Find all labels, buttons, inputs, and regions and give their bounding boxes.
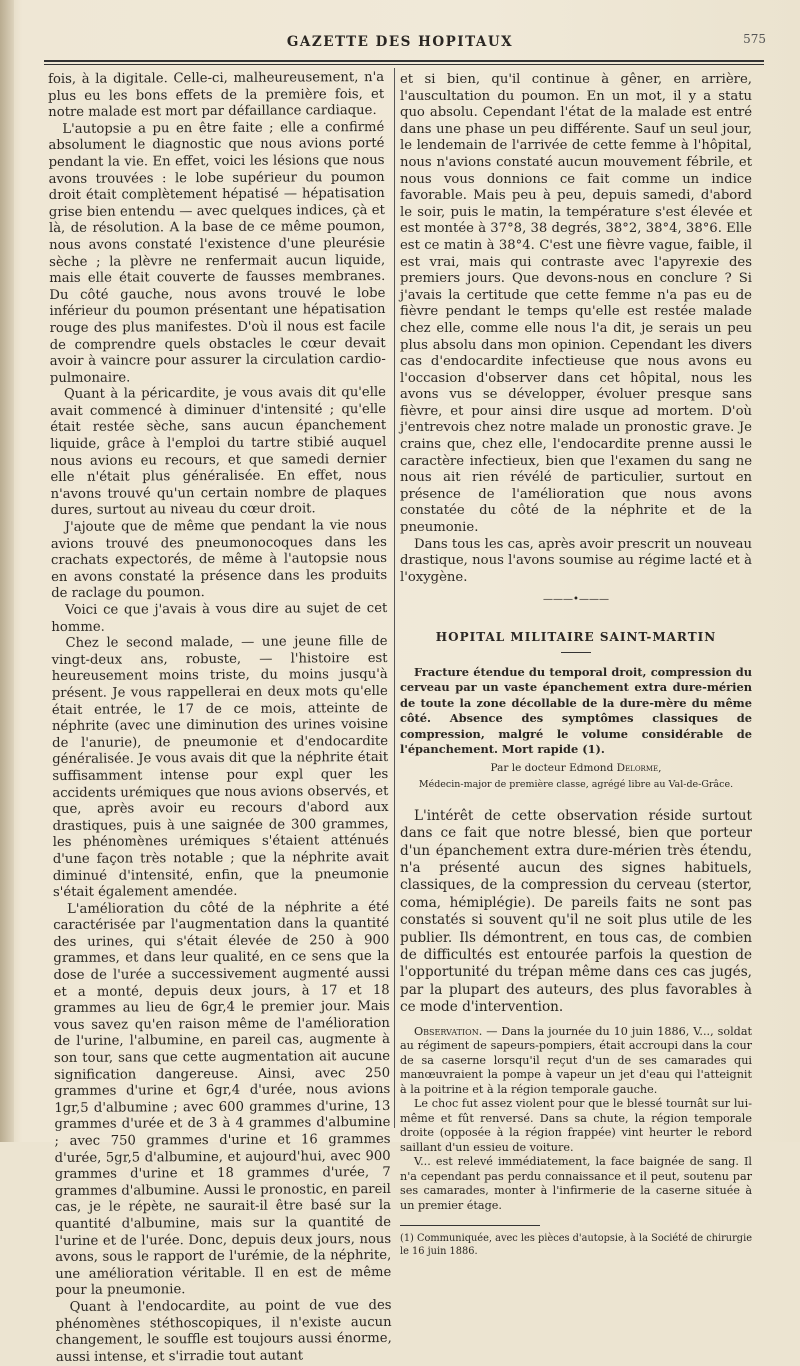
observation-text: — Dans la journée du 10 juin 1886, V..., soldat au régiment de sapeurs-pompiers, était accroupi dans la cour de sa caserne lorsqu'il reçut d'un de ses camarades qui manœuvraient la pompe à vapeur un jet d'eau qui l'atteignit à la poitrine et à la région temporale gauche.: [400, 1024, 752, 1096]
paragraph: Quant à la péricardite, je vous avais dit qu'elle avait commencé à diminuer d'intensité ; qu'elle était restée sèche, sans aucun épanchement liquide, grâce à l'emploi du tartre stibié auquel nous avions eu recours, et que samedi dernier elle n'était plus généralisée. En effet, nous n'avons trouvé qu'un certain nombre de plaques dures, surtout au niveau du cœur droit.: [50, 385, 387, 519]
paragraph: L'amélioration du côté de la néphrite a été caractérisée par l'augmentation dans la quantité des urines, qui s'était élevée de 250 à 900 grammes, et dans leur qualité, en ce sens que la dose de l'urée a successivement augmenté aussi et a monté, depuis deux jours, à 17 et 18 grammes au lieu de 6gr,4 le premier jour. Mais vous savez qu'en raison même de l'amélioration de l'urine, l'albumine, en pareil cas, augmente à son tour, sans que cette augmentation ait aucune signification dangereuse. Ainsi, avec 250 grammes d'urine et 6gr,4 d'urée, nous avions 1gr,5 d'albumine ; avec 600 grammes d'urine, 13 grammes d'urée et de 3 à 4 grammes d'albumine ; avec 750 grammes d'urine et 16 grammes d'urée, 5gr,5 d'albumine, et aujourd'hui, avec 900 grammes d'urine et 18 grammes d'urée, 7 grammes d'albumine. Aussi le pronostic, en pareil cas, je le répète, ne saurait-il être basé sur la quantité d'albumine, mais sur la quantité de l'urine et de l'urée. Donc, depuis deux jours, nous avons, sous le rapport de l'urémie, de la néphrite, une amélioration véritable. Il en est de même pour la pneumonie.: [53, 899, 392, 1299]
paragraph: J'ajoute que de même que pendant la vie nous avions trouvé des pneumonocoques dans les crachats expectorés, de même à l'autopsie nous en avons constaté la présence dans les produits de raclage du poumon.: [50, 517, 388, 602]
paragraph: et si bien, qu'il continue à gêner, en arrière, l'auscultation du poumon. En un mot, il y a statu quo absolu. Cependant l'état de la malade est entré dans une phase un peu différente. Sauf un seul jour, le lendemain de l'arrivée de cette femme à l'hôpital, nous n'avions constaté aucun mouvement fébrile, et nous vous donnions ce fait comme un indice favorable. Mais peu à peu, depuis samedi, d'abord le soir, puis le matin, la température s'est élevée et est montée à 37°8, 38 degrés, 38°2, 38°4, 38°6. Elle est ce matin à 38°4. C'est une fièvre vague, faible, il est vrai, mais qui contraste avec l'apyrexie des premiers jours. Que devons-nous en conclure ? Si j'avais la certitude que cette femme n'a pas eu de fièvre pendant le temps qu'elle est restée malade chez elle, comme elle nous l'a dit, je serais un peu plus absolu dans mon opinion. Cependant les divers cas d'endocardite infectieuse que nous avons eu l'occasion d'observer dans cet hôpital, nous les avons vus se développer, évoluer presque sans fièvre, et pour ainsi dire usque ad mortem. D'où j'entrevois chez notre malade un pronostic grave. Je crains que, chez elle, l'endocardite prenne aussi le caractère infectieux, bien que l'examen du sang ne nous ait rien révélé de particulier, surtout en présence de l'amélioration que nous avons constatée du côté de la néphrite et de la pneumonie.: [400, 72, 752, 536]
byline: [400, 760, 752, 777]
page-header-title: GAZETTE DES HOPITAUX: [286, 34, 514, 50]
section-title: HOPITAL MILITAIRE SAINT-MARTIN: [435, 630, 717, 644]
observation-paragraph: Le choc fut assez violent pour que le blessé tournât sur lui-même et fût renversé. Dans sa chute, la région temporale droite (opposée à la région frappée) vint heurter le rebord saillant d'un essieu de voiture.: [400, 1097, 752, 1154]
footnote-rule: [400, 1225, 540, 1226]
observation-label: Observation.: [414, 1024, 483, 1038]
column-divider: [394, 68, 395, 1128]
paragraph: Chez le second malade, — une jeune fille de vingt-deux ans, robuste, — l'histoire est heureusement moins triste, du moins jusqu'à présent. Je vous rappellerai en deux mots qu'elle était entrée, le 17 de ce mois, atteinte de néphrite (avec une diminution des urines voisine de l'anurie), de pneumonie et d'endocardite généralisée. Je vous avais dit que la néphrite était suffisamment intense pour expl quer les accidents urémiques que nous avions observés, et que, après avoir eu recours d'abord aux drastiques, puis à une saignée de 300 grammes, les phénomènes urémiques s'étaient atténués d'une façon très notable ; que la néphrite avait diminué d'intensité, enfin, que la pneumonie s'était également amendée.: [51, 634, 389, 901]
byline-prefix: Par le docteur Edmond: [490, 761, 617, 774]
page-number: 575: [743, 32, 766, 46]
paragraph: L'autopsie a pu en être faite ; elle a confirmé absolument le diagnostic que nous avions porté pendant la vie. En effet, voici les lésions que nous avons trouvées : le lobe supérieur du poumon droit était complètement hépatisé — hépatisation grise bien entendu — avec quelques indices, çà et là, de résolution. A la base de ce même poumon, nous avons constaté l'existence d'une pleurésie sèche ; la plèvre ne renfermait aucun liquide, mais elle était couverte de fausses membranes. Du côté gauche, nous avons trouvé le lobe inférieur du poumon présentant une hépatisation rouge des plus manifestes. D'où il nous est facile de comprendre quels obstacles le cœur devait avoir à vaincre pour assurer la circulation cardio-pulmonaire.: [48, 119, 386, 386]
paragraph: Voici ce que j'avais à vous dire au sujet de cet homme.: [51, 600, 388, 635]
author-affiliation: Médecin-major de première classe, agrégé libre au Val-de-Grâce.: [418, 779, 734, 791]
footnote: (1) Communiquée, avec les pièces d'autopsie, à la Société de chirurgie le 16 juin 1886.: [400, 1233, 752, 1258]
right-column: [400, 72, 752, 1258]
paragraph: Quant à l'endocardite, au point de vue des phénomènes stéthoscopiques, il n'existe aucun changement, le souffle est toujours aussi énorme, aussi intense, et s'irradie tout autant: [55, 1297, 392, 1365]
binding-edge: [0, 0, 14, 1142]
paragraph: Dans tous les cas, après avoir prescrit un nouveau drastique, nous l'avons soumise au régime lacté et à l'oxygène.: [400, 536, 752, 585]
observation-paragraph: V... est relevé immédiatement, la face baignée de sang. Il n'a cependant pas perdu connaissance et il peut, soutenu par ses camarades, monter à l'infirmerie de la caserne située à un premier étage.: [400, 1155, 752, 1212]
section-ornament: ———•———: [543, 594, 609, 606]
author-name: Delorme: [616, 761, 659, 774]
article-title: Fracture étendue du temporal droit, compression du cerveau par un vaste épanchement extra dure-mérien de toute la zone décollable de la dure-mère du même côté. Absence des symptômes classiques de compression, malgré le volume considérable de l'épanchement. Mort rapide (1).: [400, 664, 752, 757]
header-rule: [44, 60, 764, 62]
byline-suffix: ,: [658, 761, 662, 774]
header-rule-thin: [44, 64, 764, 65]
left-column: [48, 70, 392, 1366]
lead-paragraph: L'intérêt de cette observation réside surtout dans ce fait que notre blessé, bien que porteur d'un épanchement extra dure-mérien très étendu, n'a présenté aucun des signes habituels, classiques, de la compression du cerveau (stertor, coma, hémiplégie). De pareils faits ne sont pas constatés si souvent qu'il ne soit plus utile de les publier. Ils démontrent, en tous cas, de combien de difficultés est entourée parfois la question de l'opportunité du trépan même dans ces cas jugés, par la plupart des auteurs, des plus favorables à ce mode d'intervention.: [400, 807, 752, 1016]
paragraph: fois, à la digitale. Celle-ci, malheureusement, n'a plus eu les bons effets de la première fois, et notre malade est mort par défaillance cardiaque.: [48, 69, 385, 121]
short-rule: [561, 652, 591, 653]
observation-paragraph: [400, 1025, 752, 1098]
